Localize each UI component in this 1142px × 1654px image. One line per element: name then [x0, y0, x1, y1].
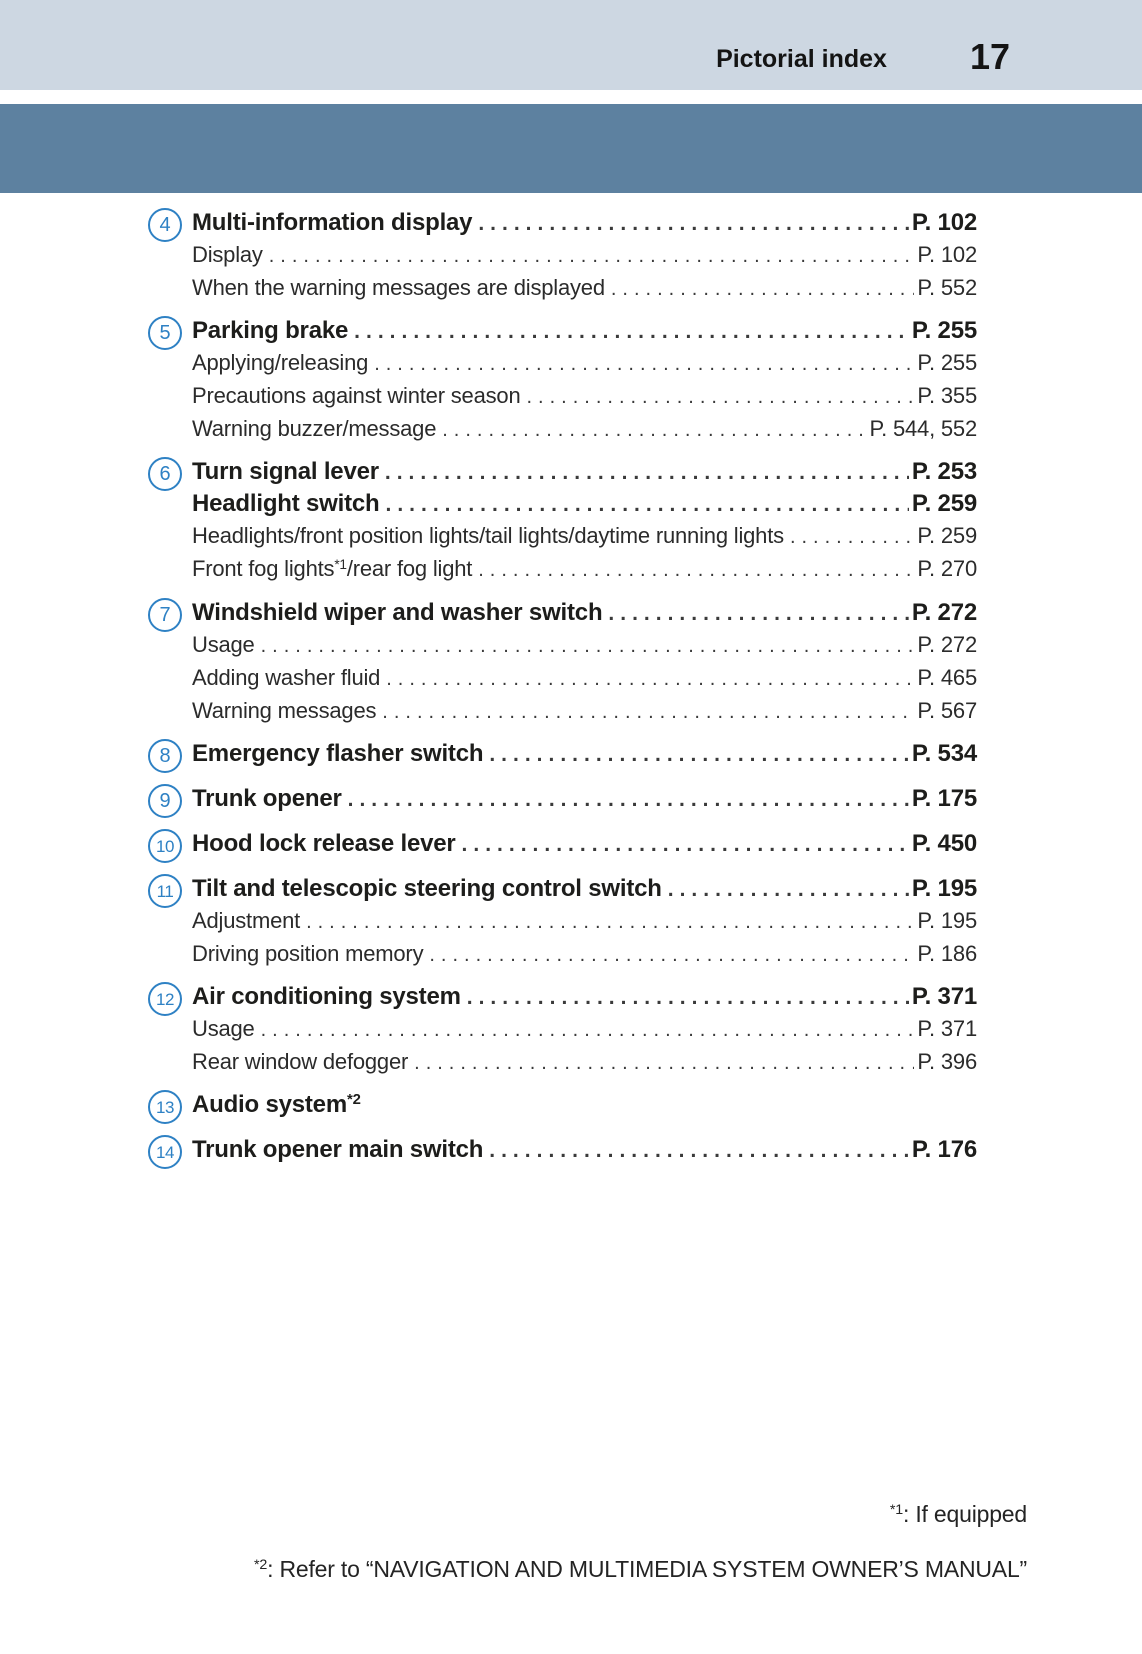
entry-label	[192, 413, 436, 444]
entry-label	[192, 873, 662, 904]
item-number-badge: 11	[148, 874, 182, 908]
item-number-badge: 4	[148, 208, 182, 242]
index-entry-sub	[192, 905, 977, 938]
entry-label-text: Trunk opener main switch	[192, 1136, 484, 1163]
dot-leader	[611, 274, 915, 305]
dot-leader	[429, 940, 914, 971]
entry-label-text: Headlights/front position lights/tail lights/daytime running lights	[192, 523, 784, 548]
item-number-column	[148, 1089, 192, 1124]
entry-label	[192, 981, 461, 1012]
entry-label	[192, 905, 300, 936]
page-reference: P. 253	[911, 458, 977, 485]
index-entry-title	[192, 456, 977, 488]
entry-label-text: Front fog lights	[192, 556, 335, 581]
item-number-column	[148, 597, 192, 728]
item-number-badge: 12	[148, 982, 182, 1016]
entry-label-text: Trunk opener	[192, 785, 342, 812]
item-number-column	[148, 981, 192, 1079]
page-reference: P. 270	[917, 556, 977, 581]
entry-label-text: Driving position memory	[192, 941, 424, 966]
entry-label	[192, 938, 423, 969]
dot-leader	[462, 829, 909, 860]
entry-label	[192, 380, 520, 411]
index-entry-title	[192, 1089, 977, 1124]
entry-label-text: Display	[192, 242, 263, 267]
index-entry-sub	[192, 662, 977, 695]
entry-label-text: Usage	[192, 1016, 255, 1041]
dot-leader	[306, 907, 914, 938]
page-reference: P. 102	[911, 209, 977, 236]
index-entry-title	[192, 828, 977, 860]
dot-leader	[382, 697, 914, 728]
entry-label-text: Air conditioning system	[192, 983, 461, 1010]
page-reference: P. 567	[917, 698, 977, 723]
index-entry-title	[192, 873, 977, 905]
page-reference: P. 195	[917, 908, 977, 933]
item-number-badge: 14	[148, 1135, 182, 1169]
index-group-rows	[192, 315, 977, 446]
index-group	[148, 783, 977, 818]
index-entry-sub	[192, 347, 977, 380]
section-title: Pictorial index	[716, 45, 887, 73]
item-number-badge: 13	[148, 1090, 182, 1124]
index-entry-sub	[192, 629, 977, 662]
dot-leader	[526, 382, 914, 413]
index-group	[148, 981, 977, 1079]
entry-label-text: Headlight switch	[192, 490, 380, 517]
item-number-badge: 10	[148, 829, 182, 863]
index-entry-title	[192, 783, 977, 815]
index-group	[148, 1134, 977, 1169]
index-group-rows	[192, 1134, 977, 1169]
entry-label-text: Audio system	[192, 1091, 347, 1118]
index-group-rows	[192, 828, 977, 863]
index-entry-title	[192, 207, 977, 239]
entry-label	[192, 520, 784, 551]
dot-leader	[489, 739, 909, 770]
item-number-column	[148, 1134, 192, 1169]
dot-leader	[261, 631, 915, 662]
entry-label	[192, 629, 255, 660]
index-group	[148, 828, 977, 863]
index-group	[148, 315, 977, 446]
dot-leader	[386, 489, 909, 520]
item-number-column	[148, 828, 192, 863]
page-reference: P. 195	[911, 875, 977, 902]
page-reference: P. 552	[917, 275, 977, 300]
dot-leader	[385, 457, 909, 488]
item-number-column	[148, 783, 192, 818]
item-number-column	[148, 738, 192, 773]
dot-leader	[478, 208, 909, 239]
page-reference: P. 255	[911, 317, 977, 344]
index-entry-title	[192, 981, 977, 1013]
dot-leader	[269, 241, 915, 272]
index-entry-title	[192, 1134, 977, 1166]
page-reference: P. 272	[911, 599, 977, 626]
dot-leader	[442, 415, 866, 446]
dot-leader	[608, 598, 909, 629]
entry-label	[192, 1013, 255, 1044]
index-group-rows	[192, 1089, 977, 1124]
footnotes	[140, 1489, 1027, 1599]
index-group-rows	[192, 738, 977, 773]
entry-label	[192, 695, 376, 726]
page-reference: P. 355	[917, 383, 977, 408]
item-number-badge: 6	[148, 457, 182, 491]
index-entry-sub	[192, 239, 977, 272]
entry-label-text: Hood lock release lever	[192, 830, 456, 857]
page-reference: P. 465	[917, 665, 977, 690]
entry-label-text: Adjustment	[192, 908, 301, 933]
pictorial-index-list	[148, 207, 977, 1169]
index-group-rows	[192, 981, 977, 1079]
index-group-rows	[192, 873, 977, 971]
entry-label-text: Precautions against winter season	[192, 383, 521, 408]
item-number-badge: 5	[148, 316, 182, 350]
index-group-rows	[192, 597, 977, 728]
index-entry-sub	[192, 938, 977, 971]
entry-label-text: Warning buzzer/message	[192, 416, 437, 441]
page-reference: P. 186	[917, 941, 977, 966]
index-group	[148, 873, 977, 971]
footnote-2-marker: *2	[254, 1557, 268, 1574]
dot-leader	[668, 874, 909, 905]
dot-leader	[386, 664, 914, 695]
page-reference: P. 371	[917, 1016, 977, 1041]
dot-leader	[467, 982, 909, 1013]
page-reference: P. 272	[917, 632, 977, 657]
entry-label-text: When the warning messages are displayed	[192, 275, 605, 300]
page-reference: P. 259	[911, 490, 977, 517]
dot-leader	[354, 316, 909, 347]
entry-label-text: /rear fog light	[346, 556, 473, 581]
dot-leader	[414, 1048, 914, 1079]
item-number-column	[148, 456, 192, 587]
entry-label-text: Turn signal lever	[192, 458, 379, 485]
entry-label	[192, 553, 472, 587]
item-number-column	[148, 873, 192, 971]
page-reference: P. 534	[911, 740, 977, 767]
entry-label	[192, 1089, 361, 1124]
index-group	[148, 738, 977, 773]
item-number-column	[148, 315, 192, 446]
entry-label	[192, 783, 342, 814]
dot-leader	[374, 349, 914, 380]
entry-label	[192, 738, 483, 769]
index-entry-sub	[192, 1013, 977, 1046]
item-number-badge: 8	[148, 739, 182, 773]
item-number-badge: 9	[148, 784, 182, 818]
page-reference: P. 396	[917, 1049, 977, 1074]
index-group-rows	[192, 207, 977, 305]
entry-label-text: Applying/releasing	[192, 350, 369, 375]
dot-leader	[489, 1135, 909, 1166]
dot-leader	[790, 522, 914, 553]
item-number-badge: 7	[148, 598, 182, 632]
entry-label	[192, 347, 368, 378]
footnote-1	[140, 1489, 1027, 1544]
footnote-marker: *1	[334, 556, 347, 572]
index-entry-sub	[192, 695, 977, 728]
dot-leader	[348, 784, 909, 815]
entry-label	[192, 456, 379, 487]
index-group	[148, 207, 977, 305]
page-reference: P. 371	[911, 983, 977, 1010]
index-entry-sub	[192, 553, 977, 587]
page-reference: P. 175	[911, 785, 977, 812]
section-color-band	[0, 104, 1142, 193]
page-reference: P. 259	[917, 523, 977, 548]
entry-label	[192, 272, 605, 303]
page-reference: P. 450	[911, 830, 977, 857]
dot-leader	[478, 555, 914, 586]
index-group	[148, 1089, 977, 1124]
item-number-column	[148, 207, 192, 305]
footnote-1-text: : If equipped	[902, 1501, 1027, 1527]
index-entry-title	[192, 315, 977, 347]
entry-label	[192, 239, 263, 270]
footnote-marker: *2	[346, 1091, 361, 1108]
index-entry-sub	[192, 520, 977, 553]
entry-label-text: Rear window defogger	[192, 1049, 409, 1074]
page-header	[0, 0, 1142, 90]
entry-label	[192, 488, 380, 519]
index-entry-sub	[192, 272, 977, 305]
entry-label	[192, 1134, 483, 1165]
page-reference: P. 255	[917, 350, 977, 375]
footnote-2	[140, 1544, 1027, 1599]
footnote-1-marker: *1	[889, 1502, 903, 1519]
entry-label-text: Multi-information display	[192, 209, 473, 236]
footnote-2-text: : Refer to “NAVIGATION AND MULTIMEDIA SYSTEM OWNER’S MANUAL”	[267, 1556, 1027, 1582]
index-group-rows	[192, 783, 977, 818]
entry-label-text: Adding washer fluid	[192, 665, 381, 690]
page-reference: P. 544, 552	[869, 416, 977, 441]
entry-label-text: Windshield wiper and washer switch	[192, 599, 603, 626]
index-group-rows	[192, 456, 977, 587]
index-entry-sub	[192, 380, 977, 413]
index-entry-sub	[192, 413, 977, 446]
index-entry-title	[192, 488, 977, 520]
entry-label	[192, 207, 472, 238]
entry-label-text: Tilt and telescopic steering control switch	[192, 875, 662, 902]
entry-label	[192, 1046, 408, 1077]
page-number: 17	[969, 36, 1010, 78]
index-entry-title	[192, 738, 977, 770]
index-entry-title	[192, 597, 977, 629]
index-entry-sub	[192, 1046, 977, 1079]
entry-label	[192, 597, 602, 628]
index-group	[148, 456, 977, 587]
index-group	[148, 597, 977, 728]
entry-label-text: Parking brake	[192, 317, 349, 344]
entry-label	[192, 828, 456, 859]
entry-label-text: Emergency flasher switch	[192, 740, 484, 767]
entry-label	[192, 315, 348, 346]
entry-label-text: Usage	[192, 632, 255, 657]
page-reference: P. 102	[917, 242, 977, 267]
entry-label	[192, 662, 380, 693]
dot-leader	[261, 1015, 915, 1046]
page-reference: P. 176	[911, 1136, 977, 1163]
entry-label-text: Warning messages	[192, 698, 377, 723]
